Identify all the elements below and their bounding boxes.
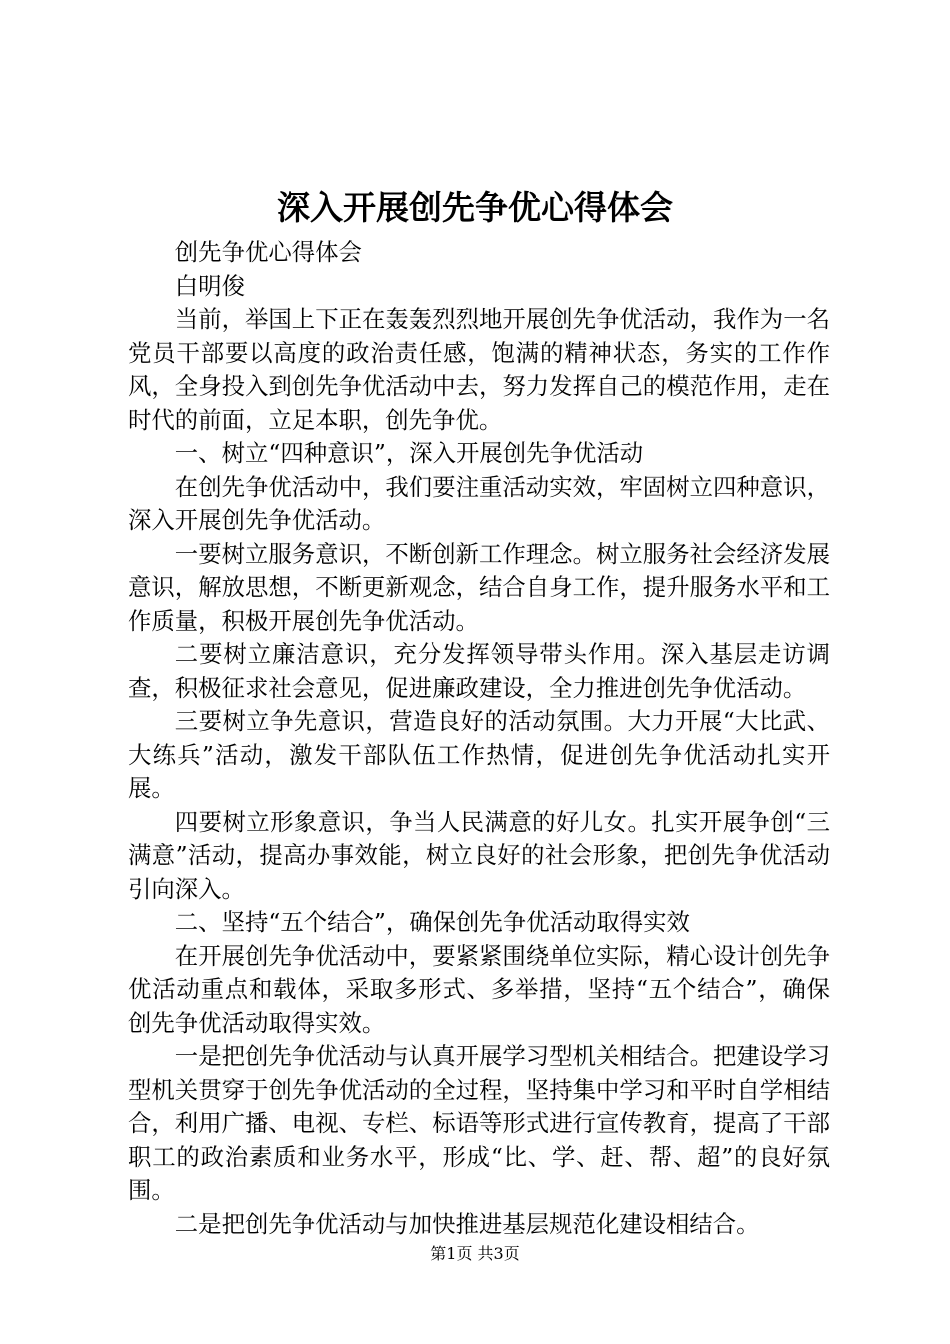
paragraph: 四要树立形象意识，争当人民满意的好儿女。扎实开展争创“三满意”活动，提高办事效能，树立良好的社会形象，把创先争优活动引向深入。 xyxy=(128,807,830,903)
paragraph: 当前，举国上下正在轰轰烈烈地开展创先争优活动，我作为一名党员干部要以高度的政治责任感，饱满的精神状态，务实的工作作风，全身投入到创先争优活动中去，努力发挥自己的模范作用，走在时代的前面，立足本职，创先争优。 xyxy=(128,305,830,434)
paragraph: 白明俊 xyxy=(174,271,245,300)
paragraph: 三要树立争先意识，营造良好的活动氛围。大力开展“大比武、大练兵”活动，激发干部队伍工作热情，促进创先争优活动扎实开展。 xyxy=(128,707,830,802)
paragraph: 二要树立廉洁意识，充分发挥领导带头作用。深入基层走访调查，积极征求社会意见，促进廉政建设，全力推进创先争优活动。 xyxy=(128,640,830,702)
paragraph: 一要树立服务意识，不断创新工作理念。树立服务社会经济发展意识，解放思想，不断更新观念，结合自身工作，提升服务水平和工作质量，积极开展创先争优活动。 xyxy=(128,539,830,635)
document-title: 深入开展创先争优心得体会 xyxy=(277,188,673,227)
paragraph: 在创先争优活动中，我们要注重活动实效，牢固树立四种意识，深入开展创先争优活动。 xyxy=(128,472,830,534)
paragraph: 二是把创先争优活动与加快推进基层规范化建设相结合。 xyxy=(174,1209,760,1238)
paragraph: 创先争优心得体会 xyxy=(174,238,362,266)
page-footer: 第1页 共3页 xyxy=(430,1244,520,1263)
document-body xyxy=(128,236,830,1241)
section-heading: 二、坚持“五个结合”，确保创先争优活动取得实效 xyxy=(174,908,690,936)
section-heading: 一、树立“四种意识”，深入开展创先争优活动 xyxy=(174,439,644,467)
paragraph: 一是把创先争优活动与认真开展学习型机关相结合。把建设学习型机关贯穿于创先争优活动的全过程，坚持集中学习和平时自学相结合，利用广播、电视、专栏、标语等形式进行宣传教育，提高了干部职工的政治素质和业务水平，形成“比、学、赶、帮、超”的良好氛围。 xyxy=(128,1042,830,1204)
paragraph: 在开展创先争优活动中，要紧紧围绕单位实际，精心设计创先争优活动重点和载体，采取多形式、多举措，坚持“五个结合”，确保创先争优活动取得实效。 xyxy=(128,941,830,1037)
